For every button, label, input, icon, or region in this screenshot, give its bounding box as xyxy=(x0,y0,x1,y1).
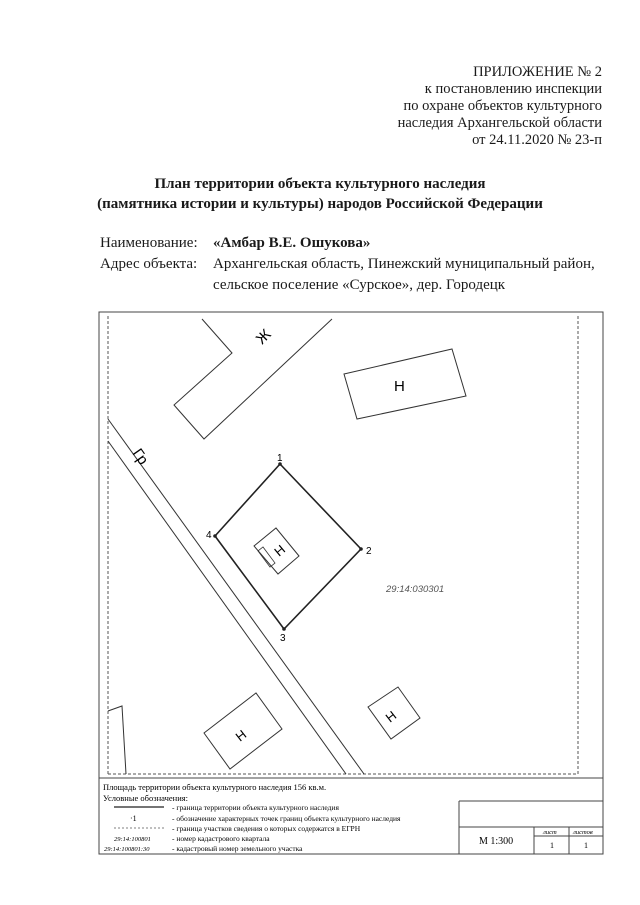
object-info xyxy=(100,233,595,296)
street-edge xyxy=(108,419,364,774)
title-line: План территории объекта культурного наследия xyxy=(154,176,486,192)
title-line: (памятника истории и культуры) народов Российской Федерации xyxy=(97,196,543,212)
boundary-point xyxy=(213,534,217,538)
area-note: Площадь территории объекта культурного наследия 156 кв.м. xyxy=(103,782,327,792)
heritage-boundary xyxy=(215,464,361,629)
legend-title: Условные обозначения: xyxy=(103,793,189,803)
appendix-line: по охране объектов культурного xyxy=(403,98,602,114)
building-label: Н xyxy=(394,378,405,395)
site-plan xyxy=(94,311,608,856)
sheets-label: листов xyxy=(573,829,593,836)
building-label: Н xyxy=(382,707,400,726)
point-label-1: 1 xyxy=(277,453,283,464)
address-label: Адрес объекта: xyxy=(100,256,198,272)
title-block xyxy=(459,801,603,854)
document-title xyxy=(0,174,640,214)
legend-item: - обозначение характерных точек границ объекта культурного наследия xyxy=(172,814,401,823)
legend-symbol: 29:14:100801:30 xyxy=(104,846,150,853)
plan-frame xyxy=(99,312,603,854)
point-label-4: 4 xyxy=(206,530,212,541)
name-label: Наименование: xyxy=(100,235,198,251)
sheet-value: 1 xyxy=(550,841,554,850)
street-label-zh: Ж xyxy=(252,326,275,348)
appendix-header xyxy=(302,64,602,149)
address-line: Архангельская область, Пинежский муниципальный район, xyxy=(213,256,595,272)
building-label: Н xyxy=(271,541,289,560)
point-label-2: 2 xyxy=(366,546,372,557)
boundary-point xyxy=(282,627,286,631)
map-area xyxy=(108,316,578,774)
address-line: сельское поселение «Сурское», дер. Городецк xyxy=(213,277,506,293)
legend-item: - номер кадастрового квартала xyxy=(172,834,270,843)
cadastral-quarter: 29:14:030301 xyxy=(386,584,445,595)
building-top-right xyxy=(344,349,466,419)
object-name: «Амбар В.Е. Ошукова» xyxy=(213,235,371,251)
sheet-label: лист xyxy=(543,829,557,836)
point-label-3: 3 xyxy=(280,633,286,644)
appendix-line: наследия Архангельской области xyxy=(397,115,602,131)
legend-symbol: ·1 xyxy=(130,814,137,823)
legend-symbol: 29:14:100801 xyxy=(114,836,151,843)
legend-item: - граница участков сведения о которых содержатся в ЕГРН xyxy=(172,824,361,833)
sheets-value: 1 xyxy=(584,841,588,850)
building-label: Н xyxy=(232,726,250,745)
legend-item: - кадастровый номер земельного участка xyxy=(172,844,303,853)
appendix-line: к постановлению инспекции xyxy=(424,81,602,97)
street-label-gr: Гр xyxy=(128,445,152,469)
appendix-title: ПРИЛОЖЕНИЕ № 2 xyxy=(473,64,602,80)
legend-item: - граница территории объекта культурного наследия xyxy=(172,803,339,812)
boundary-point xyxy=(359,547,363,551)
street-edge xyxy=(108,441,346,774)
scale: М 1:300 xyxy=(479,836,514,847)
appendix-date: от 24.11.2020 № 23-п xyxy=(472,132,602,148)
